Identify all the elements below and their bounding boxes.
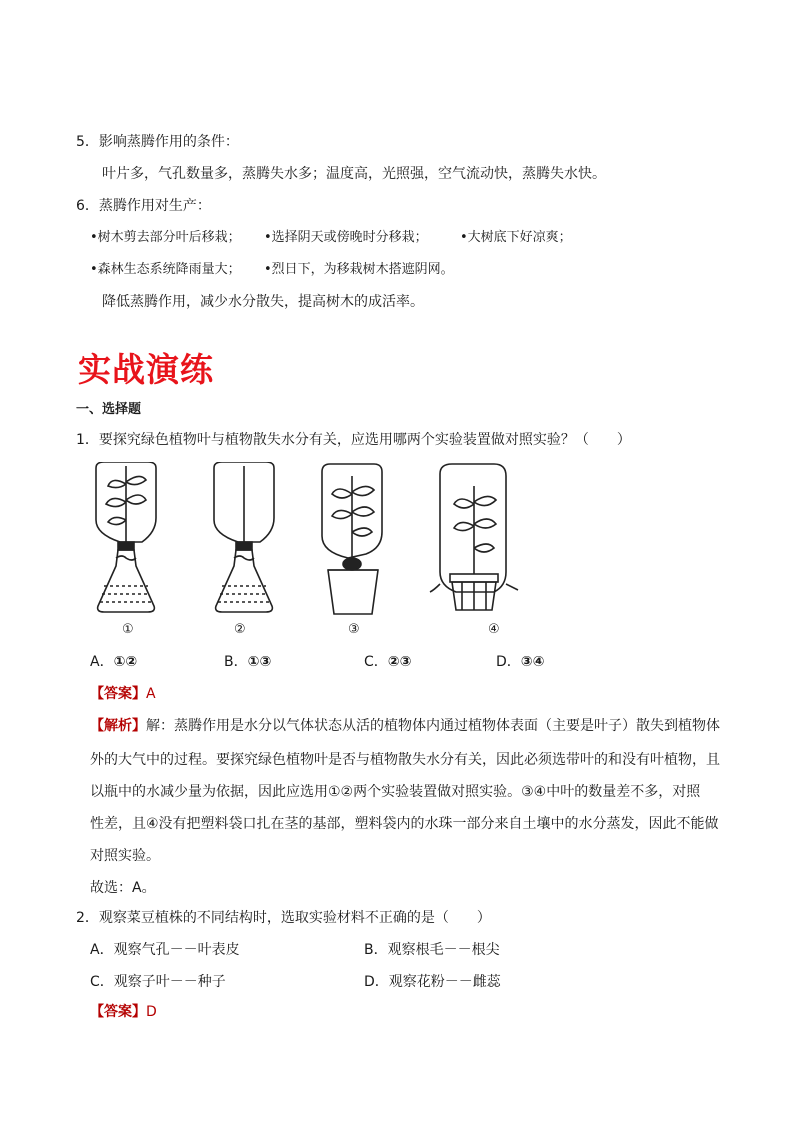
option-text: ①② [113, 654, 138, 670]
q1-option-b [224, 652, 271, 672]
figure-label-4: ④ [488, 622, 500, 637]
option-letter: B． [224, 654, 248, 670]
item6-bullet: •选择阴天或傍晚时分移栽； [264, 230, 428, 245]
answer-value: A [146, 686, 156, 702]
q1-option-d [496, 652, 545, 672]
q1-analysis-line: 对照实验。 [90, 848, 160, 864]
q1-option-a [90, 652, 137, 672]
section-heading-text: 实战演练 [78, 350, 214, 389]
item5-body: 叶片多，气孔数量多，蒸腾失水多；温度高，光照强，空气流动快，蒸腾失水快。 [102, 166, 606, 182]
item6-bullet: •树木剪去部分叶后移栽； [90, 230, 241, 245]
section-heading [78, 348, 214, 392]
option-text: ②③ [387, 654, 412, 670]
q2-option-c: C．观察子叶－－种子 [90, 974, 226, 990]
item6-bullet: •大树底下好凉爽； [460, 230, 572, 245]
item6-title: 6．蒸腾作用对生产： [76, 198, 211, 214]
item6-conclusion: 降低蒸腾作用，减少水分散失，提高树木的成活率。 [102, 294, 424, 310]
q1-analysis-line: 性差，且④没有把塑料袋口扎在茎的基部，塑料袋内的水珠一部分来自土壤中的水分蒸发，因此不能做 [90, 816, 719, 832]
q2-option-b: B．观察根毛－－根尖 [364, 942, 500, 958]
option-letter: D． [496, 654, 521, 670]
option-letter: C． [364, 654, 388, 670]
answer-label: 【答案】 [90, 686, 146, 702]
experiment-apparatus-drawing [84, 462, 564, 622]
q2-option-d: D．观察花粉－－雌蕊 [364, 974, 501, 990]
q1-stem: 1．要探究绿色植物叶与植物散失水分有关，应选用哪两个实验装置做对照实验？（ ） [76, 432, 631, 448]
figure-label-3: ③ [348, 622, 360, 637]
item6-bullet: •森林生态系统降雨量大； [90, 262, 241, 277]
part-title: 一、选择题 [76, 402, 142, 417]
q2-answer [90, 1002, 157, 1022]
q2-option-a: A．观察气孔－－叶表皮 [90, 942, 240, 958]
q1-answer [90, 684, 156, 704]
q1-analysis-line: 外的大气中的过程。要探究绿色植物叶是否与植物散失水分有关，因此必须选带叶的和没有叶植物，且 [90, 752, 720, 768]
answer-label: 【答案】 [90, 1004, 146, 1020]
experiment-figure [84, 462, 564, 644]
q2-stem: 2．观察菜豆植株的不同结构时，选取实验材料不正确的是（ ） [76, 910, 491, 926]
option-text: ③④ [520, 654, 545, 670]
q1-analysis-line: 以瓶中的水减少量为依据，因此应选用①②两个实验装置做对照实验。③④中叶的数量差不多，对照 [90, 784, 701, 800]
figure-label-1: ① [122, 622, 134, 637]
analysis-label: 【解析】 [90, 718, 146, 734]
answer-value: D [146, 1004, 157, 1020]
figure-label-2: ② [234, 622, 246, 637]
item5-title: 5．影响蒸腾作用的条件： [76, 134, 239, 150]
q1-option-c [364, 652, 412, 672]
option-letter: A． [90, 654, 114, 670]
item6-bullet: •烈日下，为移栽树木搭遮阴网。 [264, 262, 454, 277]
q1-final: 故选：A。 [90, 880, 156, 896]
analysis-text: 解：蒸腾作用是水分以气体状态从活的植物体内通过植物体表面（主要是叶子）散失到植物体 [146, 718, 720, 734]
option-text: ①③ [247, 654, 272, 670]
q1-analysis-line [90, 716, 720, 736]
